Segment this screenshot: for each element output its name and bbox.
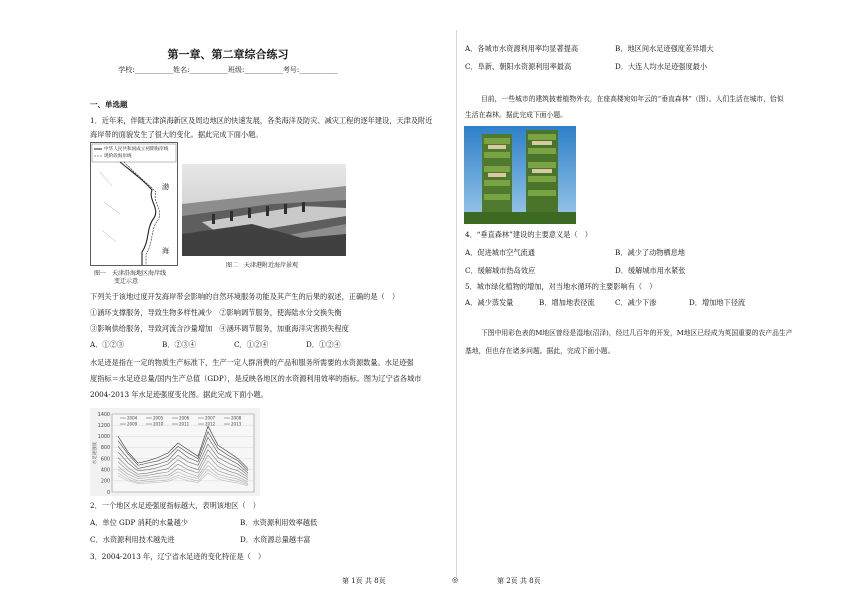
passage2-line2: 度指标＝水足迹总量/国内生产总值（GDP），是反映各地区的水资源利用效率的指标。图为辽宁省各城市: [90, 374, 422, 383]
q2-option-c[interactable]: C．水资源利用技术越先进: [90, 535, 175, 544]
port-photo-image: [182, 164, 346, 256]
legend-label: 2010: [153, 421, 164, 427]
coastline-map-figure: [90, 142, 178, 266]
q1-option-a[interactable]: A．①②③: [90, 340, 124, 349]
water-footprint-chart: [90, 408, 260, 496]
vertical-forest-photo: [464, 126, 576, 224]
student-info-line: 学校:___________姓名:___________班级:___________考号:___________: [118, 66, 338, 74]
q3-option-d[interactable]: D．大连人均水足迹强度最小: [615, 62, 708, 71]
y-axis-label: 水足迹强度: [93, 441, 98, 465]
sea-label-bo: 渤: [162, 183, 169, 191]
q1-item-line1: ①涵环支撑服务，导致生物多样性减少 ②影响调节服务，使海陆水分交换失衡: [90, 308, 342, 317]
vertical-forest-image: [464, 126, 576, 224]
q3-option-b[interactable]: B．地区间水足迹强度差异增大: [615, 44, 714, 53]
q1-stem-line1: 1．近年来，伴随天津滨海新区及周边地区的快速发展，各类海洋及防灾、减灾工程的逐年建设，天津及附近: [90, 116, 433, 125]
q4-option-a[interactable]: A．促进城市空气流通: [465, 248, 535, 257]
q2-stem: 2．一个地区水足迹强度指标越大，表明该地区（ ）: [90, 501, 260, 510]
y-tick-label: 200: [100, 479, 110, 485]
q1-stem-line2: 海岸带的面貌发生了很大的变化。据此完成下面小题。: [90, 130, 263, 139]
q1-sub-question: 下列关于该地过度开发海岸带会影响的自然环境服务功能及其产生的后果的叙述，正确的是（ ）: [90, 292, 400, 301]
passage2-line1: 水足迹是指在一定的物质生产标准下，生产一定人群消费的产品和服务所需要的水资源数量。水足迹强: [90, 358, 414, 367]
y-tick-label: 800: [100, 446, 110, 452]
q4-option-d[interactable]: D．缓解城市用水紧张: [615, 266, 686, 275]
y-tick-label: 400: [100, 468, 110, 474]
q1-item-line2: ③影响供给服务，导致河流含沙量增加 ④涵环调节服务，加重海洋灾害损失程度: [90, 324, 349, 333]
q1-option-c[interactable]: C．①②④: [234, 340, 269, 349]
footer-page-right: 第 2页 共 8页: [497, 577, 541, 585]
q5-stem: 5．城市绿化植物的增加，对当地水循环的主要影响有（ ）: [465, 282, 657, 291]
legend-label: 2006: [179, 415, 190, 421]
legend-current-coastline: 现阶段海岸线: [104, 154, 132, 159]
q3-option-a[interactable]: A．各城市水资源利用率均显著提高: [465, 44, 579, 53]
q3-stem: 3．2004-2013 年，辽宁省水足迹的变化特征是（ ）: [90, 552, 266, 561]
fig2-caption: 图二 天津港附近海岸景观: [226, 262, 299, 269]
legend-label: 2012: [205, 421, 216, 427]
y-tick-label: 1000: [97, 435, 110, 441]
q1-option-b[interactable]: B．②③④: [162, 340, 197, 349]
legend-old-coastline: 中华人民共和国成立初期海岸线: [104, 147, 169, 152]
passage2-line3: 2004-2013 年水足迹强度变化图。据此完成下面小题。: [90, 390, 268, 399]
q2-option-b[interactable]: B．水资源利用效率越低: [240, 518, 318, 527]
q4-option-c[interactable]: C．缓解城市热岛效应: [465, 266, 536, 275]
legend-label: 2013: [231, 421, 242, 427]
y-tick-label: 0: [106, 490, 110, 496]
q5-option-a[interactable]: A．减少蒸发量: [465, 298, 514, 307]
q2-option-d[interactable]: D．水资源总量越丰富: [240, 535, 311, 544]
chart-plot: [90, 408, 260, 496]
q5-option-b[interactable]: B．增加地表径流: [539, 298, 595, 307]
legend-label: 2011: [179, 421, 190, 427]
q1-option-d[interactable]: D．①②④: [306, 340, 341, 349]
section-heading: 一、单选题: [90, 100, 128, 109]
y-tick-label: 1200: [97, 423, 110, 429]
q3-option-c[interactable]: C．阜新、朝阳水资源利用率最高: [465, 62, 572, 71]
legend-label: 2007: [205, 415, 216, 421]
right-page: [457, 0, 860, 608]
legend-label: 2005: [153, 415, 164, 421]
passage3-line1: 目前，一些城市的建筑披着植物外衣，在座高楼宛如年云的“垂直森林”（图）。人们生活在城市，恰似: [481, 95, 784, 103]
q5-option-d[interactable]: D．增加地下径流: [689, 298, 746, 307]
passage3-line2: 生活在森林。据此完成下面小题。: [465, 111, 567, 119]
q4-stem: 4．“垂直森林”建设的主要意义是（ ）: [465, 230, 592, 239]
q2-option-a[interactable]: A．单位 GDP 消耗的水量越少: [90, 518, 188, 527]
y-tick-label: 1400: [97, 412, 110, 418]
passage4-line2: 基地，但也存在诸多问题。据此，完成下面小题。: [465, 347, 615, 355]
fig1-caption-line2: 变迁示意: [114, 278, 139, 285]
y-tick-label: 600: [100, 457, 110, 463]
footer-binding-mark: ◎: [452, 576, 459, 584]
q4-option-b[interactable]: B．减少了动物栖息地: [615, 248, 685, 257]
passage4-line1: 下图中用彩色表的M地区曾经是湿地(沼泽)，经过几百年的开发，M地区已经成为英国重要的农产品生产: [481, 329, 793, 337]
footer-page-left: 第 1页 共 8页: [342, 577, 386, 585]
page-title: 第一章、第二章综合练习: [167, 48, 289, 61]
port-photo: [182, 164, 346, 256]
legend-label: 2004: [127, 415, 138, 421]
sea-label-hai: 海: [162, 247, 169, 255]
q5-option-c[interactable]: C．减少下渗: [615, 298, 657, 307]
legend-label: 2009: [127, 421, 138, 427]
fig1-caption: 图一 天津沿海地区海岸线: [94, 270, 167, 277]
legend-label: 2008: [231, 415, 242, 421]
